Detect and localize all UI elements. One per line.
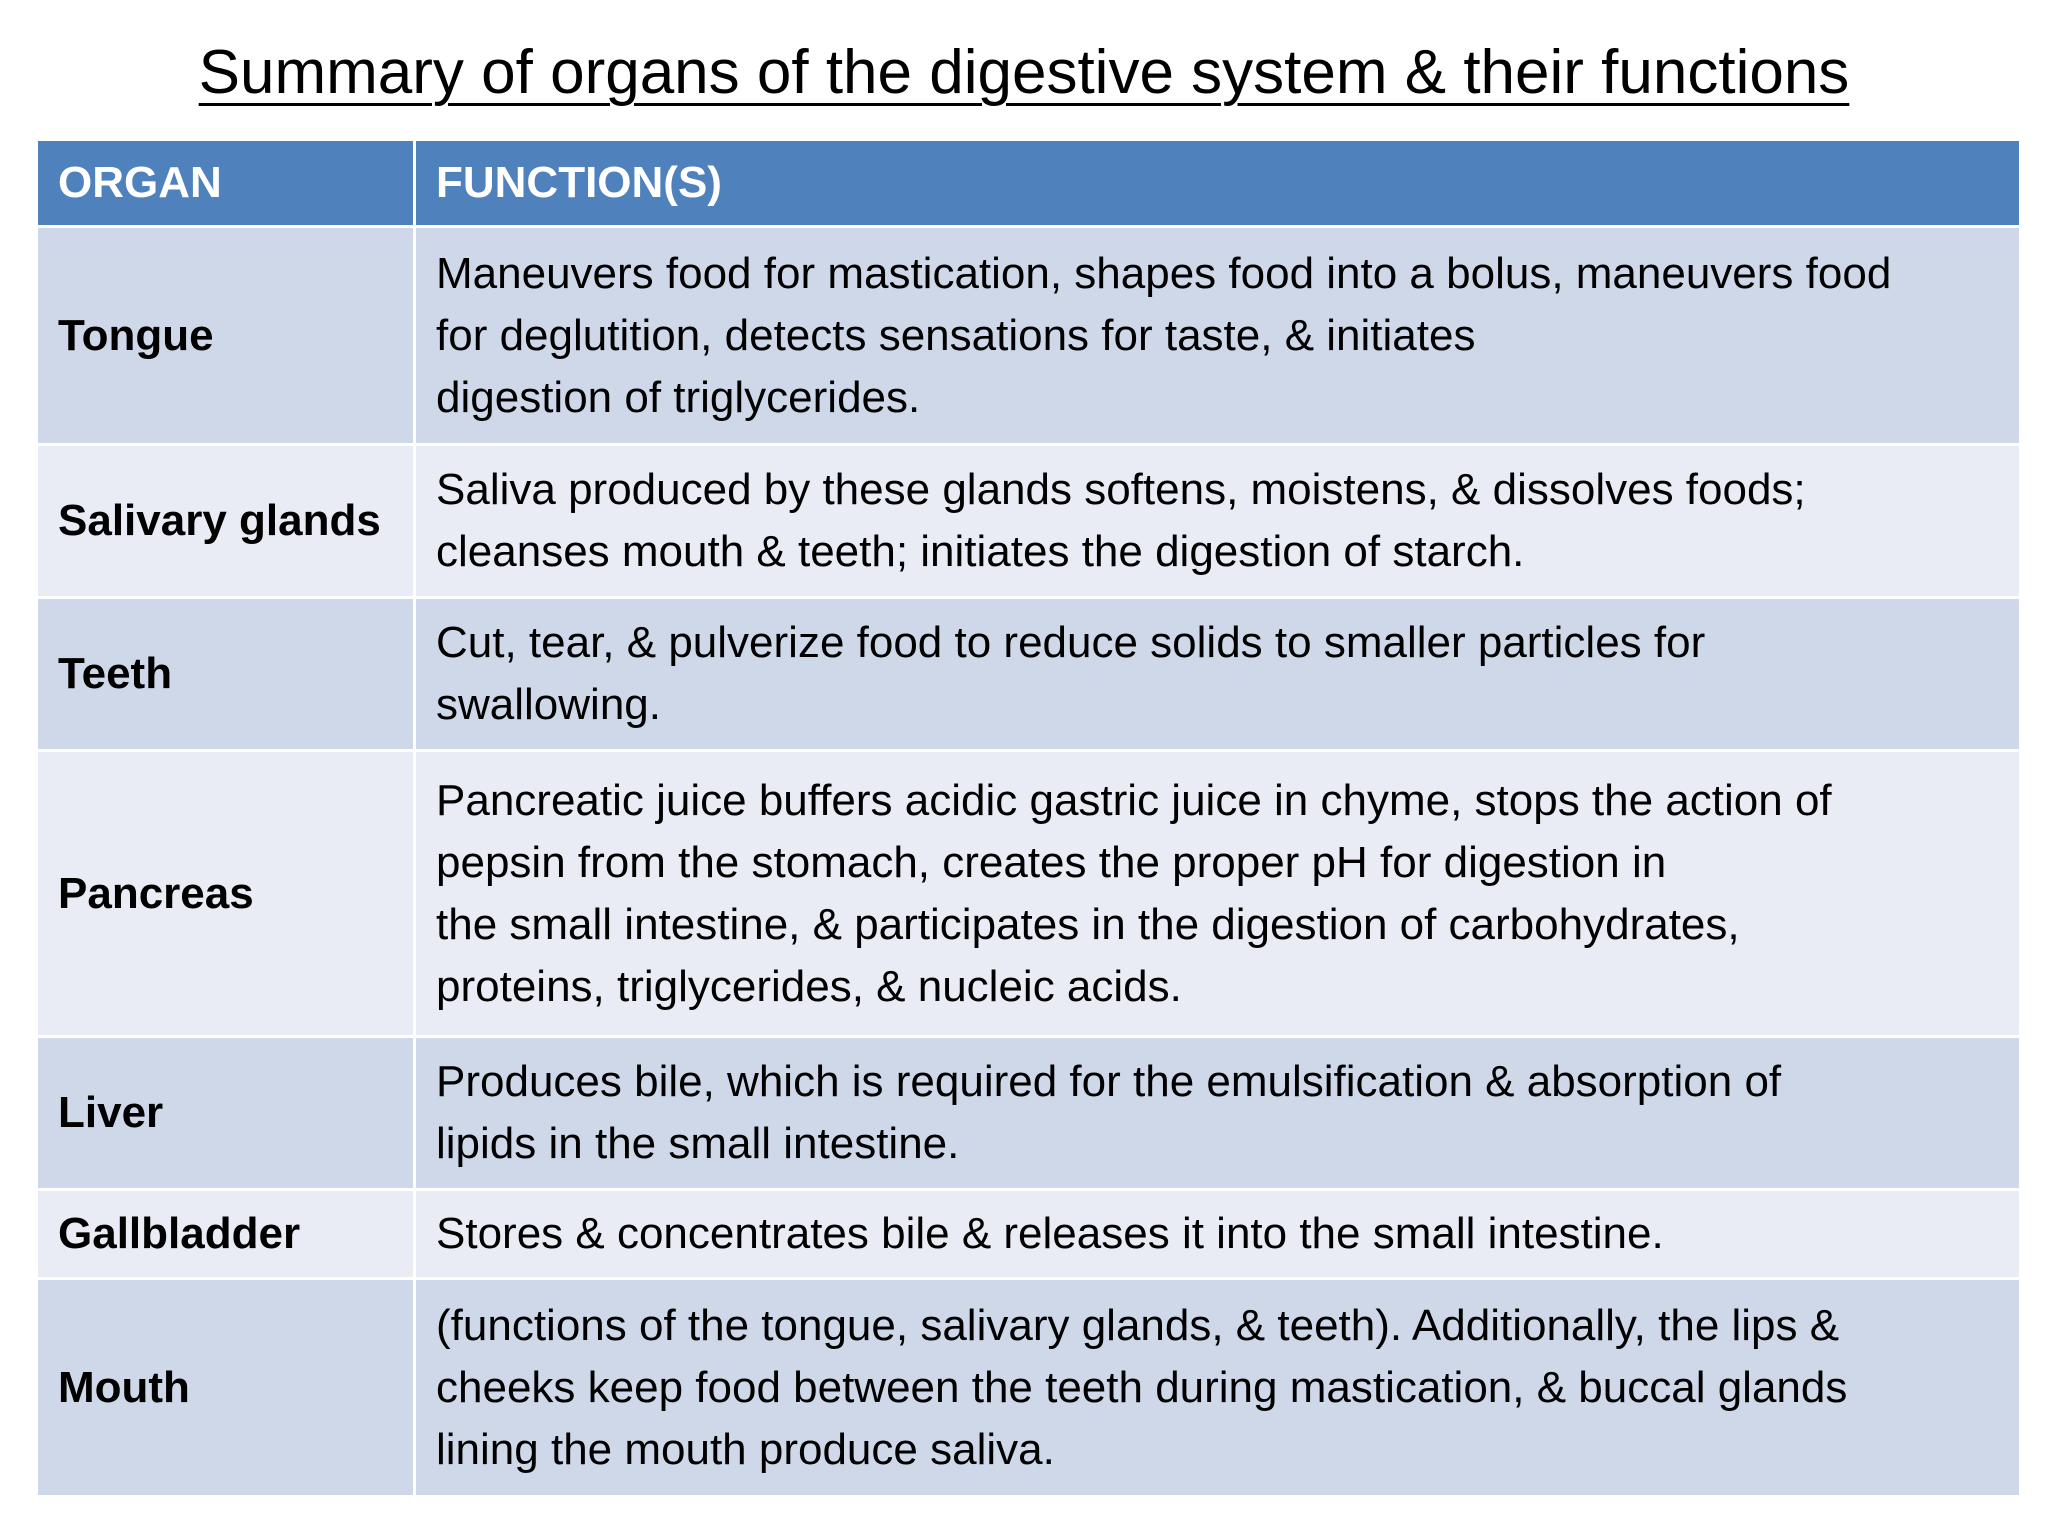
header-organ: ORGAN <box>37 140 415 227</box>
function-line: pepsin from the stomach, creates the proper pH for digestion in <box>436 837 1667 887</box>
function-line: digestion of triglycerides. <box>436 372 921 422</box>
organ-cell: Salivary glands <box>37 445 415 598</box>
organ-cell: Pancreas <box>37 751 415 1037</box>
function-line: Stores & concentrates bile & releases it into the small intestine. <box>436 1209 1664 1258</box>
function-line: proteins, triglycerides, & nucleic acids. <box>436 961 1182 1011</box>
function-line: cleanses mouth & teeth; initiates the digestion of starch. <box>436 527 1525 576</box>
function-line: Saliva produced by these glands softens, moistens, & dissolves foods; <box>436 465 1806 514</box>
function-line: Cut, tear, & pulverize food to reduce solids to smaller particles for <box>436 618 1706 667</box>
function-line: swallowing. <box>436 680 661 729</box>
function-line: the small intestine, & participates in the digestion of carbohydrates, <box>436 899 1740 949</box>
function-line: lining the mouth produce saliva. <box>436 1424 1055 1474</box>
function-cell <box>415 751 2021 1037</box>
function-line: (functions of the tongue, salivary glands, & teeth). Additionally, the lips & <box>436 1300 1840 1350</box>
header-functions: FUNCTION(S) <box>415 140 2021 227</box>
table-row-salivary-glands <box>37 445 2021 598</box>
function-cell <box>415 1279 2021 1497</box>
organ-cell: Tongue <box>37 227 415 445</box>
function-line: for deglutition, detects sensations for taste, & initiates <box>436 310 1476 360</box>
function-cell <box>415 227 2021 445</box>
function-line: lipids in the small intestine. <box>436 1119 960 1168</box>
table-row-tongue <box>37 227 2021 445</box>
function-cell <box>415 445 2021 598</box>
slide-title: Summary of organs of the digestive system & their functions <box>198 38 1850 107</box>
organ-cell: Liver <box>37 1037 415 1190</box>
function-line: cheeks keep food between the teeth during mastication, & buccal glands <box>436 1362 1848 1412</box>
table-row-mouth <box>37 1279 2021 1497</box>
function-line: Produces bile, which is required for the emulsification & absorption of <box>436 1057 1782 1106</box>
function-line: Maneuvers food for mastication, shapes food into a bolus, maneuvers food <box>436 248 1892 298</box>
function-cell <box>415 598 2021 751</box>
table-row-liver <box>37 1037 2021 1190</box>
function-cell <box>415 1190 2021 1279</box>
table-row-teeth <box>37 598 2021 751</box>
organ-function-table <box>35 138 2022 1498</box>
organ-cell: Mouth <box>37 1279 415 1497</box>
function-cell <box>415 1037 2021 1190</box>
function-line: Pancreatic juice buffers acidic gastric juice in chyme, stops the action of <box>436 775 1832 825</box>
table-header-row <box>37 140 2021 227</box>
organ-cell: Teeth <box>37 598 415 751</box>
table-row-pancreas <box>37 751 2021 1037</box>
table-row-gallbladder <box>37 1190 2021 1279</box>
organ-cell: Gallbladder <box>37 1190 415 1279</box>
